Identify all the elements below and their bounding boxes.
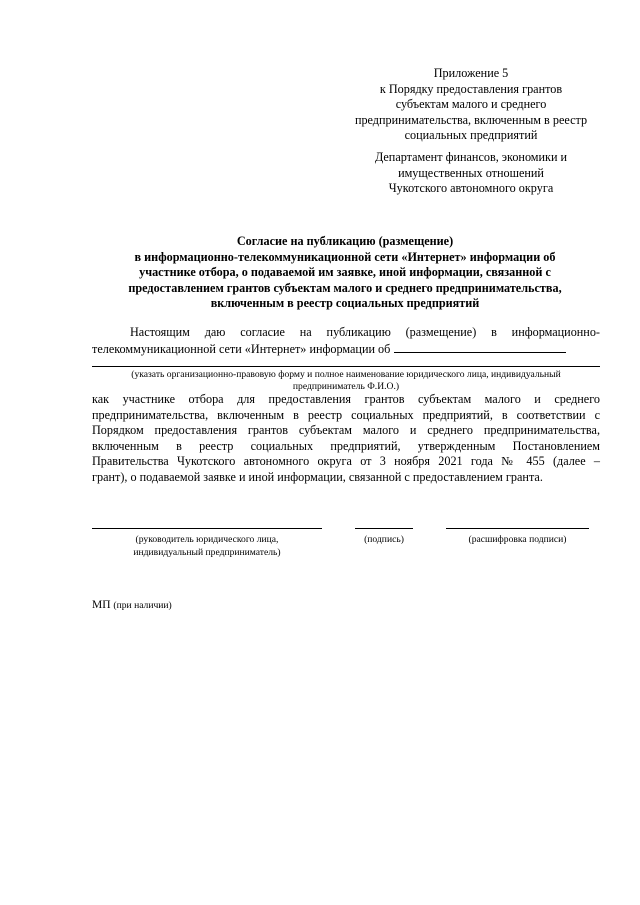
title-line: в информационно-телекоммуникационной сети «Интернет» информации об	[134, 249, 556, 264]
title-line: Согласие на публикацию (размещение)	[236, 234, 454, 248]
head-name-line[interactable]	[92, 528, 322, 529]
head-caption-line: индивидуальный предприниматель)	[133, 547, 281, 558]
stamp-note: (при наличии)	[113, 600, 172, 611]
appendix-line: Приложение 5	[433, 66, 509, 80]
consent-intro-text: Настоящим даю согласие на публикацию (размещение) в информационно-	[130, 325, 600, 339]
signature-decode-line[interactable]	[446, 528, 589, 529]
organization-name-blank[interactable]	[394, 341, 566, 353]
appendix-line: предпринимательства, включенным в реестр	[354, 112, 588, 127]
recipient-block	[340, 150, 602, 197]
signature-line[interactable]	[355, 528, 413, 529]
body-line: включенным в реестр социальных предприятий, утвержденным Постановлением	[92, 438, 600, 453]
appendix-line: к Порядку предоставления грантов	[379, 81, 563, 96]
recipient-line: Чукотского автономного округа	[388, 181, 554, 195]
appendix-line: субъектам малого и среднего	[395, 97, 547, 111]
signature-caption: (подпись)	[364, 534, 404, 545]
body-line: Правительства Чукотского автономного округа от 3 ноября 2021 года № 455 (далее –	[92, 454, 600, 469]
recipient-line: Департамент финансов, экономики и	[374, 150, 568, 164]
head-caption	[100, 533, 314, 559]
consent-intro-line1	[92, 325, 600, 341]
document-title	[92, 234, 598, 312]
appendix-note	[340, 66, 602, 144]
appendix-line: социальных предприятий	[404, 128, 538, 142]
head-caption-line: (руководитель юридического лица,	[135, 534, 279, 545]
stamp-place	[92, 599, 172, 611]
hint-line: предприниматель Ф.И.О.)	[292, 380, 400, 392]
consent-intro-line2	[92, 341, 600, 358]
body-line: как участнике отбора для предоставления грантов субъектам малого и среднего	[92, 392, 600, 406]
organization-name-line[interactable]	[92, 366, 600, 367]
organization-hint	[92, 369, 600, 392]
title-line: включенным в реестр социальных предприятий	[210, 296, 480, 310]
recipient-line: имущественных отношений	[398, 165, 544, 180]
consent-body	[92, 392, 600, 486]
hint-line: (указать организационно-правовую форму и полное наименование юридического лица, индивидуальный	[131, 369, 561, 380]
title-line: участнике отбора, о подаваемой им заявке, иной информации, связанной с	[139, 265, 551, 279]
consent-intro-text: телекоммуникационной сети «Интернет» информации об	[92, 342, 391, 356]
body-line: предпринимательства, включенным в реестр социальных предприятий, в соответствии с	[92, 407, 600, 422]
body-line: Порядком предоставления грантов субъектам малого и среднего предпринимательства,	[92, 423, 600, 438]
title-line: предоставлением грантов субъектам малого и среднего предпринимательства,	[128, 280, 562, 295]
signature-decode-caption: (расшифровка подписи)	[468, 534, 567, 545]
stamp-label: МП	[92, 599, 111, 611]
body-line: грант), о подаваемой заявке и иной информации, связанной с предоставлением гранта.	[92, 469, 543, 484]
